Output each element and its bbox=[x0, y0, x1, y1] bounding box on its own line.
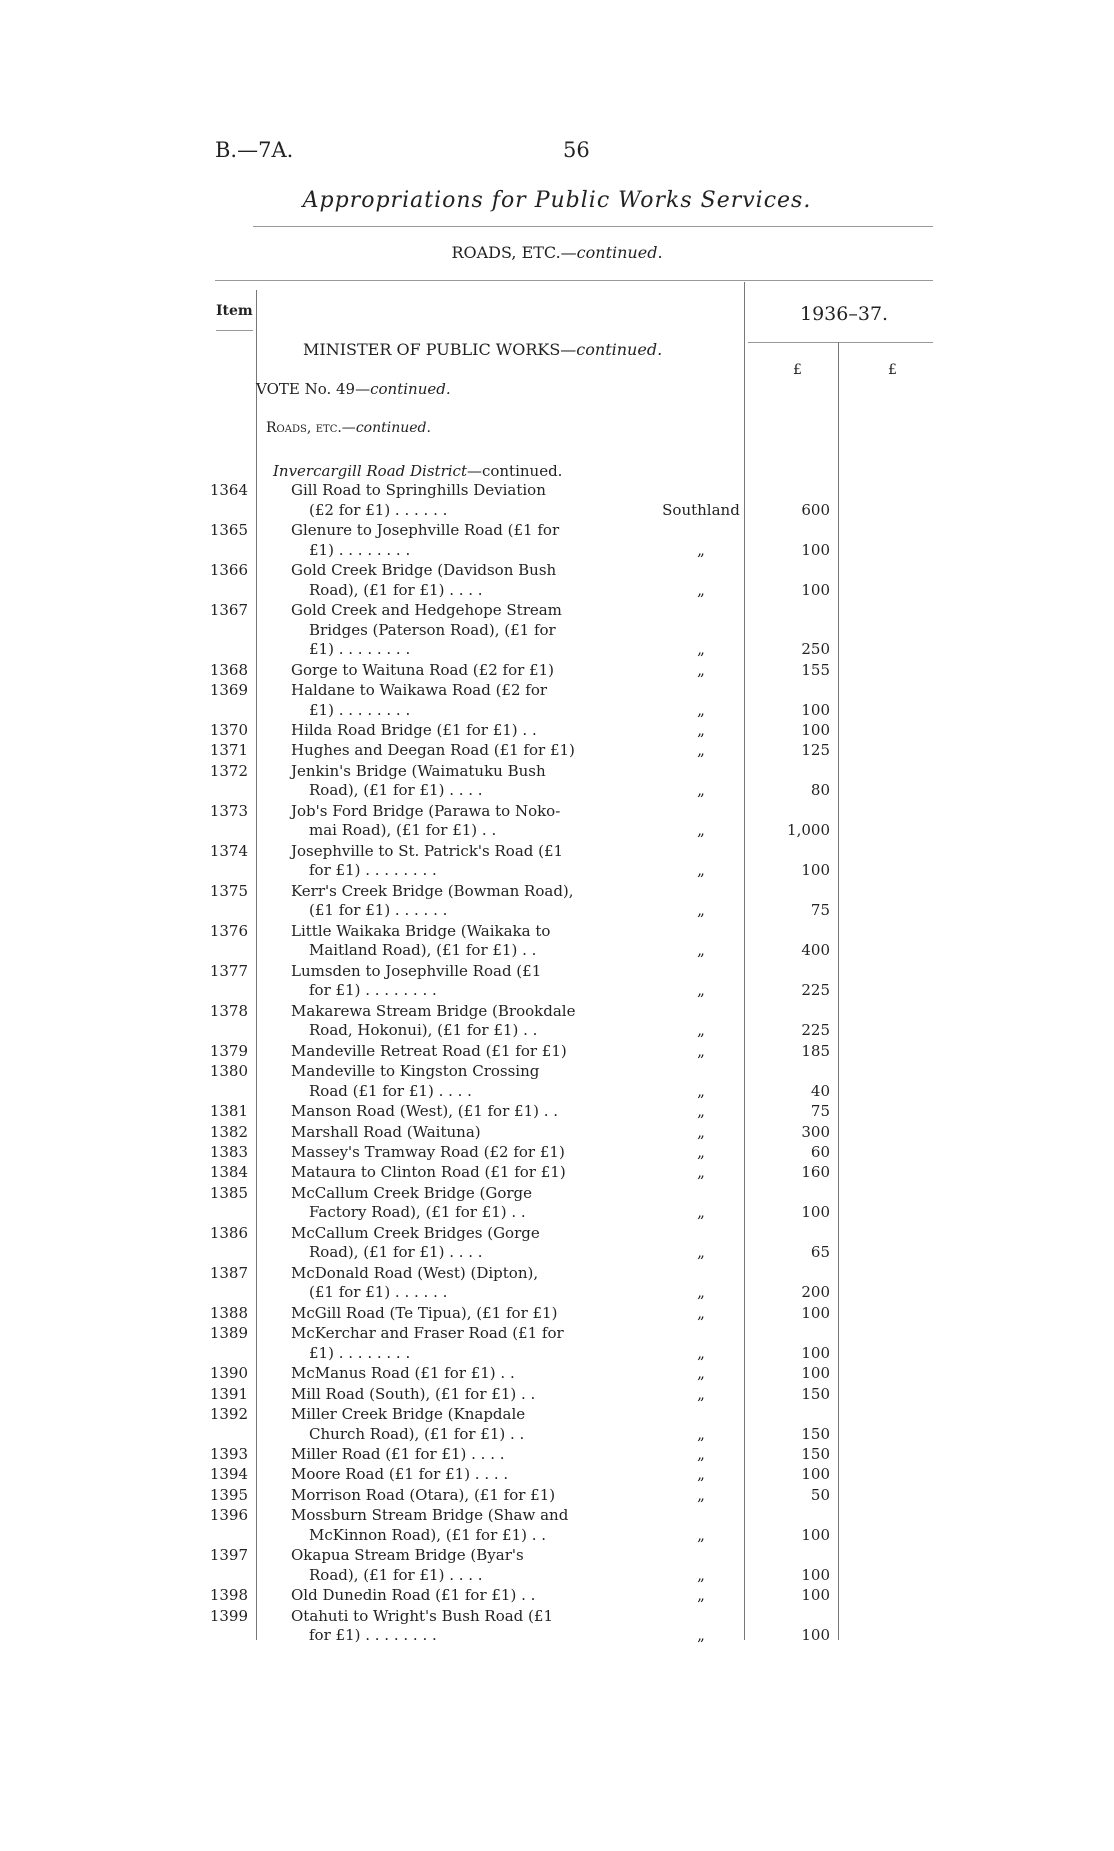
amount-value: 65 bbox=[810, 1243, 830, 1262]
item-number: 1380 bbox=[209, 1062, 248, 1081]
district-name: „ bbox=[697, 1424, 705, 1443]
item-description bbox=[291, 1002, 591, 1041]
document-reference: B.—7A. bbox=[215, 138, 294, 162]
district-name: „ bbox=[697, 1445, 705, 1463]
district-name: „ bbox=[697, 1041, 705, 1060]
district-name: „ bbox=[697, 1626, 705, 1645]
item-description bbox=[291, 1465, 591, 1485]
district-name: „ bbox=[697, 1143, 705, 1161]
description-line: McKerchar and Fraser Road (£1 for bbox=[291, 1324, 564, 1343]
page-number: 56 bbox=[563, 138, 590, 162]
item-description bbox=[291, 561, 591, 600]
district-name: „ bbox=[697, 1565, 705, 1584]
district-name: „ bbox=[697, 861, 705, 880]
minister-heading-main: MINISTER OF PUBLIC WORKS— bbox=[303, 340, 577, 359]
description-line: McCallum Creek Bridge (Gorge bbox=[291, 1183, 533, 1202]
description-line: McDonald Road (West) (Dipton), bbox=[291, 1263, 539, 1282]
item-description bbox=[291, 1385, 591, 1405]
description-line: Hilda Road Bridge (£1 for £1) . . bbox=[291, 721, 537, 739]
description-line: Miller Road (£1 for £1) . . . . bbox=[291, 1445, 505, 1463]
district-name: „ bbox=[697, 1122, 705, 1141]
item-number: 1374 bbox=[209, 841, 248, 860]
item-number: 1385 bbox=[209, 1183, 248, 1202]
district-heading-name: Invercargill Road District bbox=[273, 462, 467, 480]
description-line: McCallum Creek Bridges (Gorge bbox=[291, 1223, 540, 1242]
description-line: Jenkin's Bridge (Waimatuku Bush bbox=[291, 761, 546, 780]
item-column-header: Item bbox=[216, 303, 253, 319]
currency-header-1: £ bbox=[793, 362, 802, 378]
district-name: „ bbox=[697, 640, 705, 659]
district-name: „ bbox=[697, 741, 705, 760]
item-number: 1387 bbox=[209, 1263, 248, 1282]
district-name: „ bbox=[697, 1485, 705, 1504]
amount-value: 40 bbox=[810, 1081, 830, 1100]
district-name: „ bbox=[697, 1465, 705, 1484]
item-description bbox=[291, 1264, 591, 1303]
amount-value: 185 bbox=[801, 1041, 830, 1060]
description-line: Hughes and Deegan Road (£1 for £1) bbox=[291, 741, 575, 760]
item-number: 1394 bbox=[209, 1465, 248, 1484]
district-name: „ bbox=[697, 660, 705, 679]
description-line: Otahuti to Wright's Bush Road (£1 bbox=[291, 1606, 553, 1625]
item-column-rule bbox=[256, 290, 257, 1640]
description-line: £1) . . . . . . . . bbox=[309, 640, 411, 659]
item-number: 1367 bbox=[209, 601, 248, 619]
description-line: McManus Road (£1 for £1) . . bbox=[291, 1364, 515, 1383]
amount-value: 150 bbox=[801, 1424, 830, 1443]
item-number: 1393 bbox=[209, 1445, 248, 1463]
description-line: Okapua Stream Bridge (Byar's bbox=[291, 1546, 524, 1565]
item-number: 1378 bbox=[209, 1001, 248, 1020]
description-line: Gold Creek and Hedgehope Stream bbox=[291, 601, 562, 619]
item-description bbox=[291, 1405, 591, 1444]
description-line: Morrison Road (Otara), (£1 for £1) bbox=[291, 1485, 556, 1504]
amount-value: 80 bbox=[810, 781, 830, 800]
currency-header-2: £ bbox=[888, 362, 897, 378]
item-description bbox=[291, 1304, 591, 1324]
district-name: „ bbox=[697, 1243, 705, 1262]
amount-value: 225 bbox=[801, 981, 830, 1000]
vote-heading-cont: continued. bbox=[370, 380, 451, 398]
description-line: (£1 for £1) . . . . . . bbox=[309, 901, 448, 920]
item-number: 1398 bbox=[209, 1586, 248, 1605]
description-line: £1) . . . . . . . . bbox=[309, 540, 411, 559]
item-description bbox=[291, 741, 591, 761]
description-line: Massey's Tramway Road (£2 for £1) bbox=[291, 1143, 565, 1161]
district-heading bbox=[273, 462, 562, 480]
item-description bbox=[291, 1042, 591, 1062]
amount-value: 200 bbox=[801, 1283, 830, 1302]
description-line: Manson Road (West), (£1 for £1) . . bbox=[291, 1102, 559, 1121]
amount-value: 125 bbox=[801, 741, 830, 760]
item-description bbox=[291, 1364, 591, 1384]
description-line: Little Waikaka Bridge (Waikaka to bbox=[291, 921, 551, 940]
district-name: „ bbox=[697, 1081, 705, 1100]
district-name: „ bbox=[697, 821, 705, 840]
description-line: Job's Ford Bridge (Parawa to Noko- bbox=[291, 801, 561, 820]
district-name: „ bbox=[697, 580, 705, 599]
amount-value: 100 bbox=[801, 580, 830, 599]
amount-value: 225 bbox=[801, 1021, 830, 1040]
district-heading-cont: —continued. bbox=[466, 462, 563, 480]
item-description bbox=[291, 1445, 591, 1465]
section-subtitle bbox=[0, 243, 1114, 262]
amount-value: 100 bbox=[801, 1343, 830, 1362]
district-name: Southland bbox=[662, 500, 740, 519]
item-description bbox=[291, 521, 591, 560]
description-line: for £1) . . . . . . . . bbox=[309, 861, 437, 880]
description-line: Road), (£1 for £1) . . . . bbox=[309, 781, 483, 800]
amount-value: 100 bbox=[801, 1303, 830, 1322]
item-number: 1375 bbox=[209, 881, 248, 900]
item-description bbox=[291, 1184, 591, 1223]
item-description bbox=[291, 1546, 591, 1585]
amount-value: 100 bbox=[801, 1203, 830, 1222]
description-line: Miller Creek Bridge (Knapdale bbox=[291, 1405, 526, 1423]
amount-value: 60 bbox=[810, 1143, 830, 1161]
item-description bbox=[291, 802, 591, 841]
subtitle-main: ROADS, ETC.— bbox=[451, 243, 577, 262]
item-description bbox=[291, 661, 591, 681]
description-line: mai Road), (£1 for £1) . . bbox=[309, 821, 497, 840]
amount-value: 155 bbox=[801, 660, 830, 679]
district-name: „ bbox=[697, 1102, 705, 1121]
district-name: „ bbox=[697, 1525, 705, 1544]
description-line: McKinnon Road), (£1 for £1) . . bbox=[309, 1525, 547, 1544]
item-number: 1397 bbox=[209, 1546, 248, 1565]
description-line: Mandeville Retreat Road (£1 for £1) bbox=[291, 1041, 567, 1060]
district-name: „ bbox=[697, 540, 705, 559]
item-number: 1370 bbox=[209, 721, 248, 739]
description-line: Old Dunedin Road (£1 for £1) . . bbox=[291, 1586, 536, 1605]
table-top-rule bbox=[215, 280, 933, 281]
year-header-rule bbox=[748, 342, 933, 343]
item-number: 1396 bbox=[209, 1506, 248, 1525]
item-description bbox=[291, 762, 591, 801]
amount-value: 1,000 bbox=[787, 821, 830, 840]
district-name: „ bbox=[697, 981, 705, 1000]
description-line: Mandeville to Kingston Crossing bbox=[291, 1062, 540, 1081]
description-line: Factory Road), (£1 for £1) . . bbox=[309, 1203, 526, 1222]
item-number: 1373 bbox=[209, 801, 248, 820]
page-title: Appropriations for Public Works Services. bbox=[302, 188, 812, 213]
description-line: Mataura to Clinton Road (£1 for £1) bbox=[291, 1163, 566, 1182]
description-line: Marshall Road (Waituna) bbox=[291, 1122, 481, 1141]
district-name: „ bbox=[697, 781, 705, 800]
district-name: „ bbox=[697, 1303, 705, 1322]
amount-value: 160 bbox=[801, 1163, 830, 1182]
amount-value: 100 bbox=[801, 721, 830, 739]
item-number: 1377 bbox=[209, 961, 248, 980]
item-number: 1390 bbox=[209, 1364, 248, 1383]
amount-value: 100 bbox=[801, 1465, 830, 1484]
description-line: Mossburn Stream Bridge (Shaw and bbox=[291, 1506, 569, 1525]
amount-value: 400 bbox=[801, 941, 830, 960]
item-number: 1384 bbox=[209, 1163, 248, 1182]
amount-value: 100 bbox=[801, 1525, 830, 1544]
item-number: 1383 bbox=[209, 1143, 248, 1161]
item-number: 1365 bbox=[209, 521, 248, 539]
item-description bbox=[291, 1143, 591, 1163]
item-description bbox=[291, 1102, 591, 1122]
description-line: for £1) . . . . . . . . bbox=[309, 981, 437, 1000]
description-line: Gold Creek Bridge (Davidson Bush bbox=[291, 561, 557, 579]
description-line: £1) . . . . . . . . bbox=[309, 700, 411, 719]
description-line: Road), (£1 for £1) . . . . bbox=[309, 1243, 483, 1262]
district-name: „ bbox=[697, 721, 705, 739]
description-line: Road), (£1 for £1) . . . . bbox=[309, 1565, 483, 1584]
amount-value: 100 bbox=[801, 700, 830, 719]
item-description bbox=[291, 842, 591, 881]
district-name: „ bbox=[697, 1586, 705, 1605]
district-name: „ bbox=[697, 1021, 705, 1040]
item-description bbox=[291, 1324, 591, 1363]
item-number: 1366 bbox=[209, 561, 248, 579]
vote-heading-main: VOTE No. 49— bbox=[256, 380, 371, 398]
item-number: 1364 bbox=[209, 481, 248, 499]
vote-heading bbox=[256, 380, 451, 398]
amount-value: 600 bbox=[801, 500, 830, 519]
item-description bbox=[291, 962, 591, 1001]
item-number: 1381 bbox=[209, 1102, 248, 1121]
roads-heading-cont: continued. bbox=[355, 420, 431, 436]
item-number: 1395 bbox=[209, 1485, 248, 1504]
roads-heading bbox=[266, 420, 431, 436]
district-name: „ bbox=[697, 1283, 705, 1302]
amount-value: 75 bbox=[810, 1102, 830, 1121]
item-description bbox=[291, 882, 591, 921]
item-number: 1379 bbox=[209, 1041, 248, 1060]
description-line: Road (£1 for £1) . . . . bbox=[309, 1081, 472, 1100]
item-number: 1371 bbox=[209, 741, 248, 760]
description-line: Haldane to Waikawa Road (£2 for bbox=[291, 681, 548, 699]
amount-column-left-rule bbox=[744, 282, 745, 1640]
amount-value: 150 bbox=[801, 1445, 830, 1463]
item-number: 1388 bbox=[209, 1303, 248, 1322]
description-line: Gill Road to Springhills Deviation bbox=[291, 481, 546, 499]
amount-value: 100 bbox=[801, 1626, 830, 1645]
item-number: 1368 bbox=[209, 660, 248, 679]
item-description bbox=[291, 481, 591, 520]
district-name: „ bbox=[697, 901, 705, 920]
district-name: „ bbox=[697, 1163, 705, 1182]
description-line: (£1 for £1) . . . . . . bbox=[309, 1283, 448, 1302]
item-number: 1386 bbox=[209, 1223, 248, 1242]
district-name: „ bbox=[697, 1384, 705, 1403]
roads-heading-main: Roads, etc.— bbox=[266, 420, 356, 436]
item-description bbox=[291, 721, 591, 741]
subtitle-cont: continued. bbox=[576, 243, 663, 262]
year-column-header: 1936–37. bbox=[800, 303, 889, 325]
item-description bbox=[291, 1062, 591, 1101]
description-line: Lumsden to Josephville Road (£1 bbox=[291, 961, 542, 980]
district-name: „ bbox=[697, 1203, 705, 1222]
district-name: „ bbox=[697, 1364, 705, 1383]
description-line: Glenure to Josephville Road (£1 for bbox=[291, 521, 560, 539]
district-name: „ bbox=[697, 1343, 705, 1362]
item-description bbox=[291, 1163, 591, 1183]
item-description bbox=[291, 1586, 591, 1606]
description-line: Church Road), (£1 for £1) . . bbox=[309, 1424, 525, 1443]
item-number: 1369 bbox=[209, 681, 248, 699]
item-description bbox=[291, 601, 591, 660]
district-name: „ bbox=[697, 700, 705, 719]
item-number: 1399 bbox=[209, 1606, 248, 1625]
description-line: for £1) . . . . . . . . bbox=[309, 1626, 437, 1645]
item-number: 1392 bbox=[209, 1405, 248, 1423]
description-line: (£2 for £1) . . . . . . bbox=[309, 500, 448, 519]
description-line: Gorge to Waituna Road (£2 for £1) bbox=[291, 660, 554, 679]
description-line: Josephville to St. Patrick's Road (£1 bbox=[291, 841, 564, 860]
description-line: McGill Road (Te Tipua), (£1 for £1) bbox=[291, 1303, 558, 1322]
description-line: Mill Road (South), (£1 for £1) . . bbox=[291, 1384, 536, 1403]
description-line: Moore Road (£1 for £1) . . . . bbox=[291, 1465, 509, 1484]
amount-column-mid-rule bbox=[838, 342, 839, 1640]
item-description bbox=[291, 1506, 591, 1545]
item-header-rule bbox=[216, 330, 253, 331]
amount-value: 100 bbox=[801, 540, 830, 559]
item-description bbox=[291, 1486, 591, 1506]
item-number: 1376 bbox=[209, 921, 248, 940]
description-line: Makarewa Stream Bridge (Brookdale bbox=[291, 1001, 576, 1020]
item-number: 1372 bbox=[209, 761, 248, 780]
description-line: Road), (£1 for £1) . . . . bbox=[309, 580, 483, 599]
amount-value: 250 bbox=[801, 640, 830, 659]
item-description bbox=[291, 681, 591, 720]
description-line: Bridges (Paterson Road), (£1 for bbox=[309, 620, 556, 639]
amount-value: 100 bbox=[801, 1565, 830, 1584]
amount-value: 75 bbox=[810, 901, 830, 920]
amount-value: 300 bbox=[801, 1122, 830, 1141]
description-line: Road, Hokonui), (£1 for £1) . . bbox=[309, 1021, 538, 1040]
amount-value: 50 bbox=[810, 1485, 830, 1504]
item-number: 1389 bbox=[209, 1324, 248, 1343]
amount-value: 100 bbox=[801, 1586, 830, 1605]
item-description bbox=[291, 922, 591, 961]
item-description bbox=[291, 1224, 591, 1263]
minister-heading-cont: continued. bbox=[576, 340, 663, 359]
item-description bbox=[291, 1607, 591, 1646]
description-line: £1) . . . . . . . . bbox=[309, 1343, 411, 1362]
item-number: 1382 bbox=[209, 1122, 248, 1141]
district-name: „ bbox=[697, 941, 705, 960]
item-description bbox=[291, 1123, 591, 1143]
amount-value: 150 bbox=[801, 1384, 830, 1403]
description-line: Kerr's Creek Bridge (Bowman Road), bbox=[291, 881, 574, 900]
amount-value: 100 bbox=[801, 1364, 830, 1383]
minister-heading bbox=[303, 340, 662, 359]
title-rule bbox=[253, 226, 933, 227]
amount-value: 100 bbox=[801, 861, 830, 880]
item-number: 1391 bbox=[209, 1384, 248, 1403]
description-line: Maitland Road), (£1 for £1) . . bbox=[309, 941, 537, 960]
